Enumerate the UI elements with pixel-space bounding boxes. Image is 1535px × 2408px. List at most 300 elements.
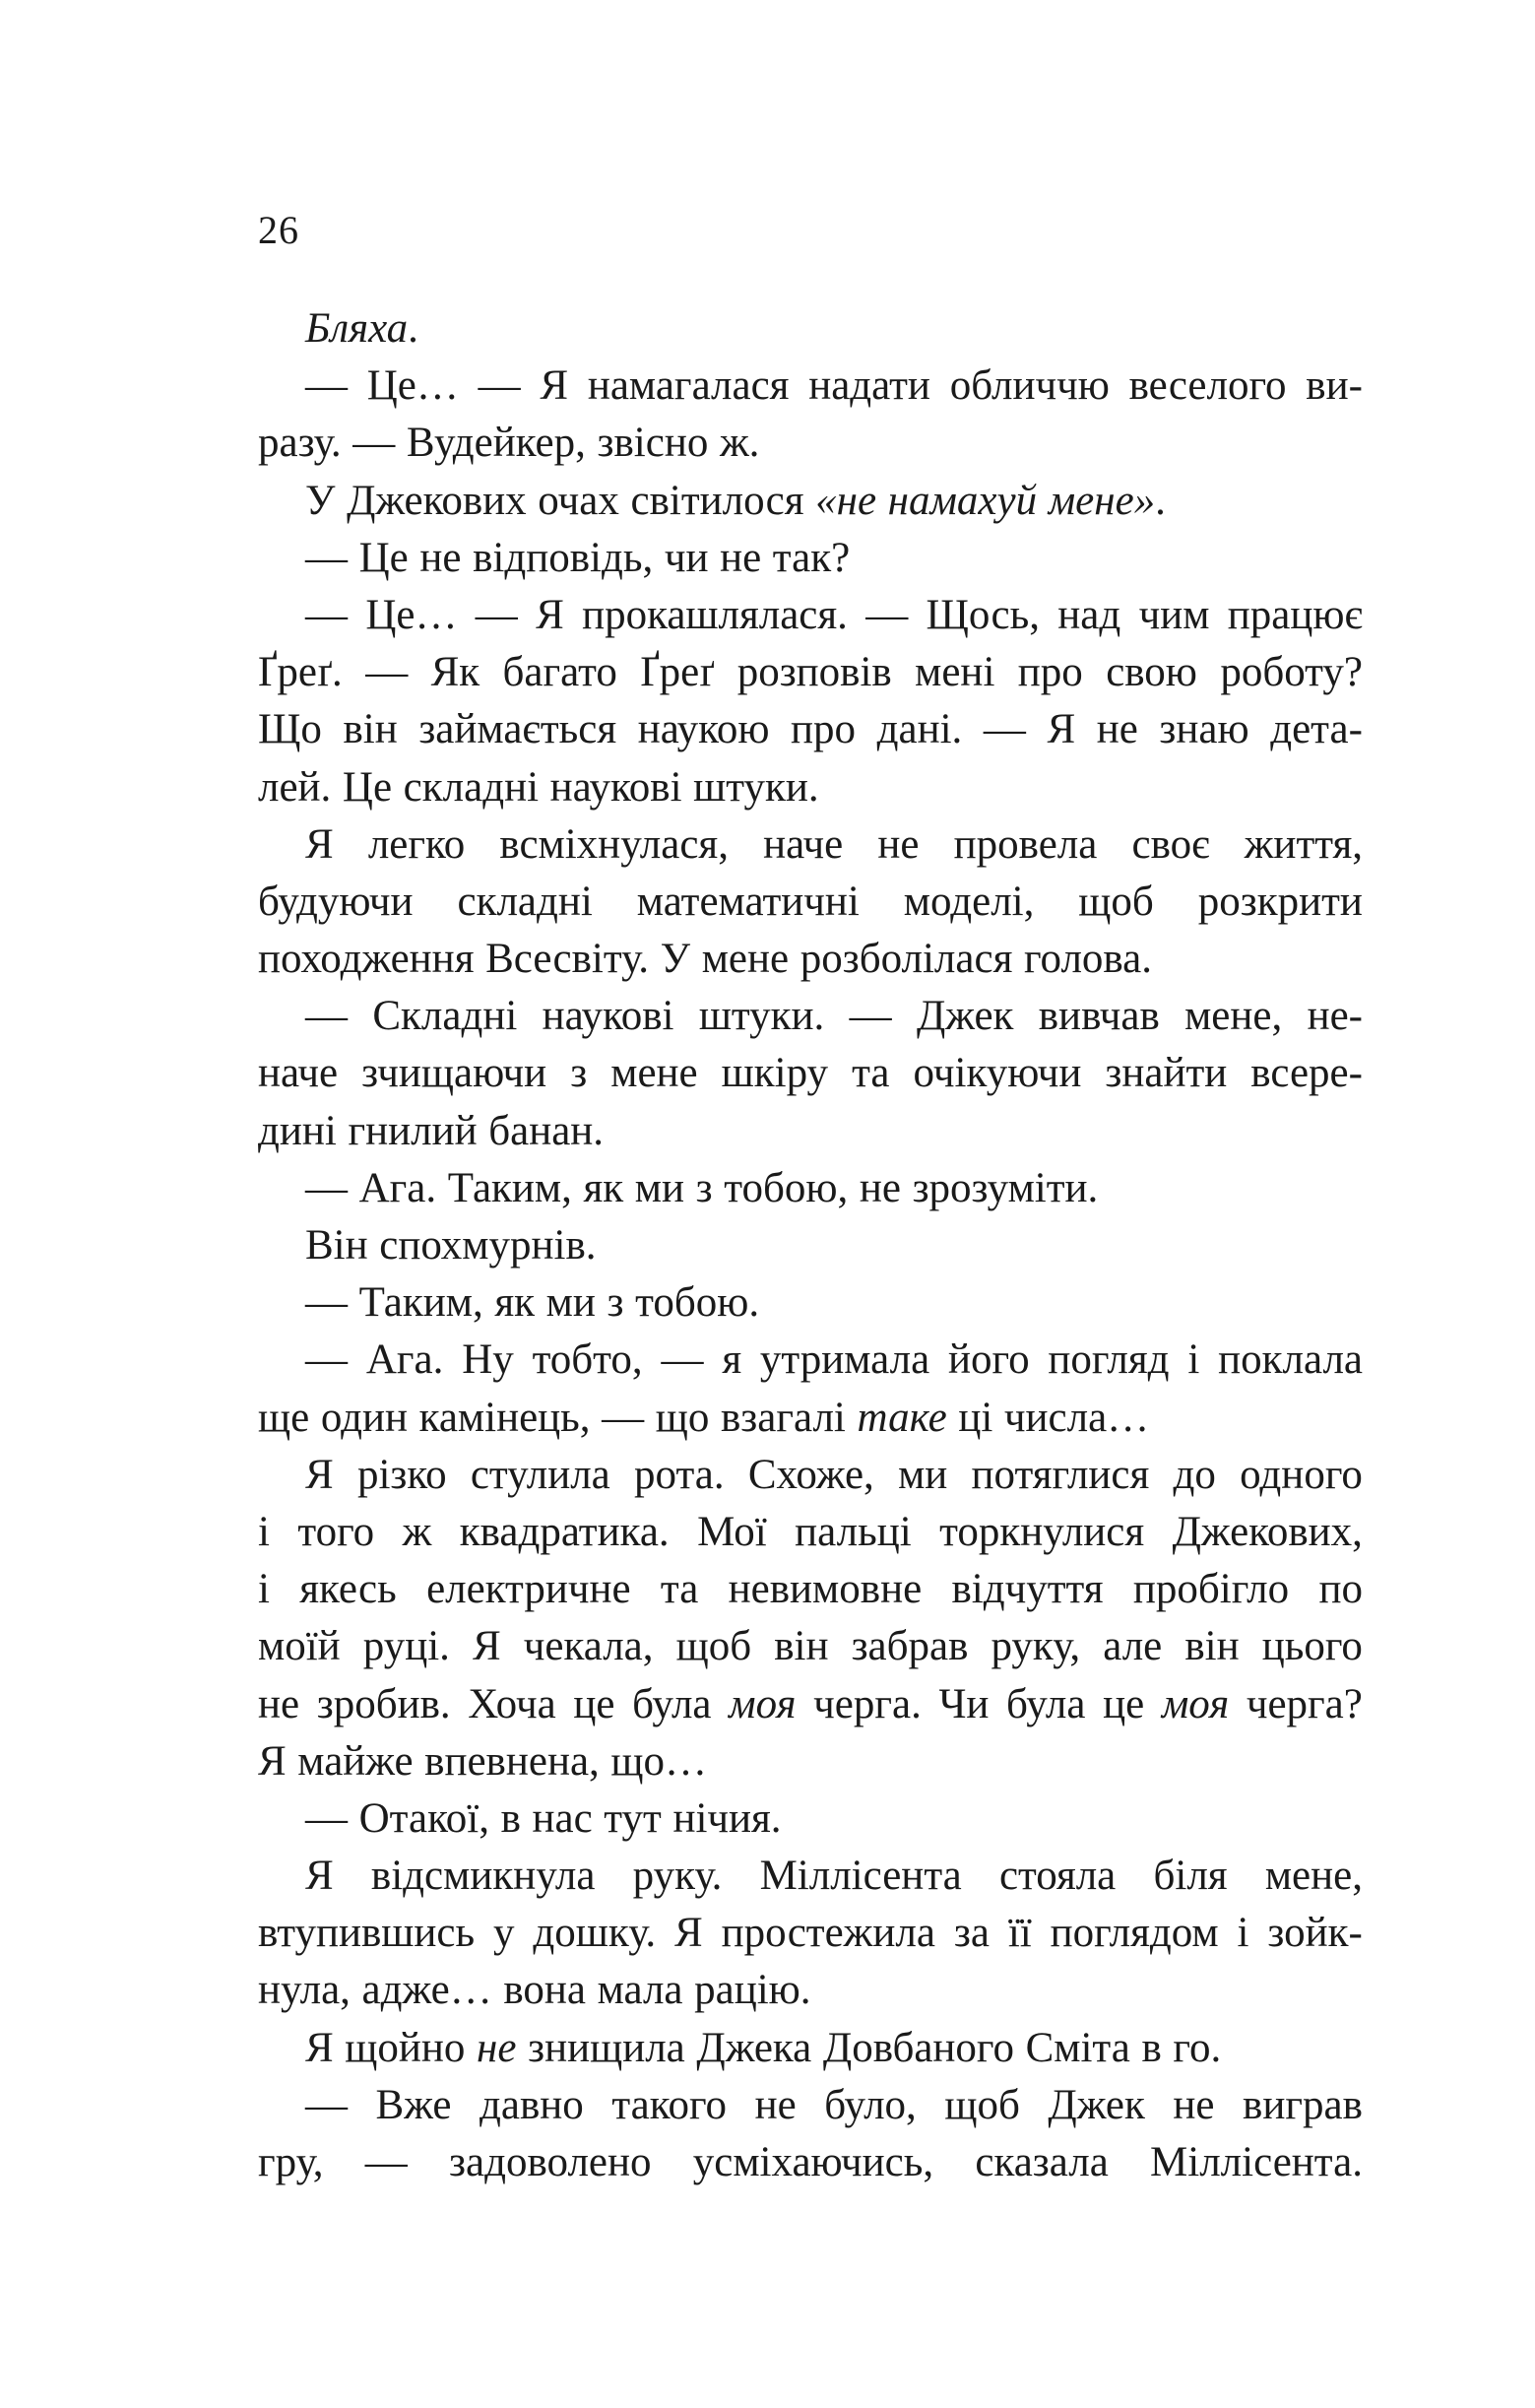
word — [1047, 701, 1075, 758]
word — [1270, 701, 1363, 758]
text-fragment: веселого — [1128, 362, 1287, 410]
word — [359, 530, 409, 587]
text-fragment: Джек — [916, 993, 1014, 1040]
text-fragment: стояла — [998, 1853, 1117, 1900]
word — [877, 816, 919, 874]
word — [760, 1332, 929, 1389]
text-line — [258, 644, 1363, 701]
word — [258, 1618, 341, 1675]
word — [852, 1045, 889, 1102]
word — [1051, 1905, 1219, 1962]
word — [258, 874, 414, 931]
text-fragment: провела — [953, 820, 1098, 868]
text-line — [258, 415, 1363, 472]
text-fragment: — — [478, 362, 521, 410]
word — [573, 1676, 614, 1733]
italic-text: Бляха — [305, 305, 409, 352]
word — [1173, 2077, 1214, 2134]
word — [528, 2020, 685, 2077]
text-fragment: Він — [305, 1222, 368, 1269]
text-fragment: відповідь, — [473, 534, 654, 581]
text-fragment: цього — [1261, 1623, 1363, 1670]
word — [305, 1160, 348, 1217]
text-fragment: ми — [545, 1279, 596, 1327]
text-line — [258, 1274, 1363, 1332]
text-fragment: Джек — [1048, 2081, 1145, 2128]
word — [975, 2134, 1108, 2191]
word — [722, 1905, 935, 1962]
text-fragment: він — [774, 1623, 829, 1670]
text-fragment: мала — [597, 1967, 683, 2014]
word — [693, 759, 819, 816]
text-fragment: Це… — [366, 362, 459, 410]
text-fragment: щоб — [1078, 878, 1154, 925]
text-fragment: поглядом — [1050, 1910, 1219, 1957]
text-fragment: Схоже, — [747, 1451, 874, 1498]
text-fragment: і — [1237, 1910, 1249, 1957]
text-fragment: — — [849, 993, 892, 1040]
text-fragment: . — [408, 305, 418, 352]
word — [1133, 1561, 1289, 1618]
word — [860, 1160, 901, 1217]
text-fragment: і — [258, 1566, 270, 1613]
text-fragment: Ну — [462, 1336, 514, 1384]
text-fragment: займається — [418, 706, 617, 753]
text-fragment: рота. — [634, 1451, 725, 1498]
word — [984, 701, 1026, 758]
text-fragment: нула, — [258, 1967, 351, 2014]
text-fragment: пробігло — [1132, 1566, 1290, 1613]
text-fragment: рацію. — [694, 1967, 811, 2014]
word — [604, 1790, 662, 1848]
word — [927, 587, 1040, 644]
word — [479, 358, 521, 415]
word — [305, 300, 418, 358]
text-fragment: У — [305, 477, 336, 524]
word — [1240, 1447, 1363, 1504]
italic-text: намахуй — [887, 477, 1038, 524]
word — [795, 1504, 912, 1561]
word — [1129, 358, 1287, 415]
word — [546, 1274, 596, 1332]
word — [460, 1504, 670, 1561]
text-fragment: дині — [258, 1107, 337, 1154]
text-fragment: його — [948, 1336, 1030, 1384]
word — [1150, 2134, 1363, 2191]
word — [305, 988, 348, 1045]
text-fragment: не — [1173, 2081, 1215, 2128]
word — [1049, 473, 1166, 530]
word — [808, 358, 930, 415]
word — [582, 587, 848, 644]
text-fragment: він — [1184, 1623, 1240, 1670]
text-fragment: Що — [258, 706, 322, 753]
word — [917, 988, 1013, 1045]
text-fragment: не — [419, 534, 462, 581]
word — [321, 1390, 408, 1447]
text-fragment: — — [305, 1336, 348, 1384]
text-fragment: ці — [958, 1394, 993, 1441]
text-fragment: електричне — [426, 1566, 631, 1613]
word — [476, 587, 518, 644]
word — [1048, 2077, 1144, 2134]
text-fragment: Це… — [365, 591, 458, 638]
word — [972, 1447, 1150, 1504]
text-fragment: життя, — [1244, 820, 1363, 868]
word — [305, 2020, 334, 2077]
word — [824, 2077, 917, 2134]
word — [533, 1905, 656, 1962]
text-fragment: вивчав — [1038, 993, 1160, 1040]
word — [305, 1274, 348, 1332]
text-fragment: Я — [305, 1451, 334, 1498]
text-fragment: що — [655, 1394, 710, 1441]
word — [1198, 874, 1363, 931]
word — [477, 2020, 516, 2077]
text-fragment: по — [1318, 1566, 1363, 1613]
text-line — [258, 1733, 1363, 1790]
text-line — [258, 1332, 1363, 1389]
text-fragment: Мої — [697, 1508, 767, 1555]
text-line — [258, 358, 1363, 415]
text-fragment: чи — [664, 534, 709, 581]
text-fragment: математичні — [636, 878, 860, 925]
word — [1238, 1905, 1249, 1962]
text-fragment: ще — [258, 1394, 310, 1441]
word — [345, 2020, 465, 2077]
text-fragment: роботу? — [1220, 649, 1363, 696]
word — [297, 1504, 374, 1561]
word — [1132, 816, 1210, 874]
text-line — [258, 1160, 1363, 1217]
text-fragment: сказала — [975, 2139, 1109, 2185]
text-fragment: Ага. — [365, 1336, 444, 1384]
text-fragment: голова. — [1023, 936, 1152, 983]
word — [674, 1905, 703, 1962]
text-fragment: намагалася — [587, 362, 790, 410]
word — [737, 644, 892, 701]
text-fragment: в — [500, 1794, 521, 1842]
text-fragment: — — [305, 993, 348, 1040]
text-fragment: наукові — [549, 763, 682, 811]
text-fragment: що… — [610, 1737, 708, 1785]
text-fragment: і — [258, 1508, 270, 1555]
text-fragment: багато — [502, 649, 617, 696]
text-fragment: ми — [898, 1451, 948, 1498]
text-fragment: потяглися — [971, 1451, 1150, 1498]
text-fragment: світилося — [630, 477, 804, 524]
text-line — [258, 1504, 1363, 1561]
word — [501, 1790, 521, 1848]
text-fragment: прокашлялася. — [582, 591, 848, 638]
word — [661, 1332, 703, 1389]
text-line — [258, 931, 1363, 988]
text-fragment: щойно — [345, 2024, 466, 2071]
word — [457, 874, 592, 931]
italic-text: не — [477, 2024, 517, 2071]
word — [1105, 1045, 1227, 1102]
word — [1018, 644, 1083, 701]
text-fragment: розболілася — [799, 936, 1013, 983]
word — [1308, 988, 1363, 1045]
text-fragment: звісно — [597, 420, 709, 467]
text-fragment: впевнена, — [424, 1737, 600, 1785]
text-fragment: зробив. — [316, 1680, 451, 1727]
word — [371, 1848, 596, 1905]
word — [702, 931, 789, 988]
word — [352, 415, 395, 472]
word — [661, 931, 690, 988]
word — [720, 530, 761, 587]
text-fragment: Міллісента — [759, 1853, 962, 1900]
word — [952, 1561, 1104, 1618]
text-line — [258, 1848, 1363, 1905]
text-fragment: Отакої, — [358, 1794, 489, 1842]
text-fragment: ж — [402, 1508, 432, 1555]
word — [258, 1103, 337, 1160]
text-fragment: різко — [356, 1451, 447, 1498]
text-fragment: зрозуміти. — [912, 1164, 1099, 1211]
text-fragment: моїй — [258, 1623, 341, 1670]
word — [365, 587, 457, 644]
text-fragment: Я — [258, 1737, 287, 1785]
word — [1057, 587, 1120, 644]
text-fragment: Ага. — [358, 1164, 437, 1211]
text-fragment: не — [258, 1680, 300, 1727]
word — [1097, 701, 1138, 758]
text-fragment: я — [722, 1336, 742, 1384]
word — [865, 587, 908, 644]
word — [1008, 1905, 1032, 1962]
word — [1154, 1848, 1228, 1905]
text-line — [258, 759, 1363, 816]
text-fragment: з — [695, 1164, 713, 1211]
word — [258, 1676, 299, 1733]
text-fragment: походження — [258, 936, 475, 983]
word — [598, 1962, 683, 2019]
word — [898, 1447, 947, 1504]
word — [462, 1332, 514, 1389]
text-fragment: того — [297, 1508, 375, 1555]
word — [1024, 931, 1152, 988]
text-fragment: — — [475, 591, 518, 638]
text-fragment: розповів — [736, 649, 892, 696]
italic-text: таке — [857, 1394, 947, 1441]
word — [1250, 1045, 1363, 1102]
word — [348, 1103, 477, 1160]
text-line — [258, 1390, 1363, 1447]
word — [536, 587, 564, 644]
text-fragment: обличчю — [949, 362, 1110, 410]
text-line — [258, 2020, 1363, 2077]
text-fragment: розкрити — [1197, 878, 1363, 925]
word — [1141, 2020, 1161, 2077]
text-fragment: моделі, — [903, 878, 1035, 925]
text-fragment: камінець, — [418, 1394, 591, 1441]
word — [305, 1332, 348, 1389]
text-fragment: втупившись — [258, 1910, 476, 1957]
word — [696, 2020, 811, 2077]
text-fragment: забрав — [851, 1623, 969, 1670]
word — [773, 530, 850, 587]
word — [699, 988, 825, 1045]
text-line — [258, 1962, 1363, 2019]
text-fragment: Джекових, — [1172, 1508, 1363, 1555]
text-fragment: квадратика. — [459, 1508, 670, 1555]
word — [1265, 1848, 1363, 1905]
text-fragment: та — [660, 1566, 699, 1613]
text-fragment: Це — [358, 534, 409, 581]
word — [366, 1332, 444, 1389]
text-fragment: числа… — [1003, 1394, 1150, 1441]
text-fragment: адже… — [361, 1967, 492, 2014]
text-fragment: будуючи — [258, 878, 414, 925]
text-fragment: торкнулися — [939, 1508, 1145, 1555]
text-fragment: Довбаного — [822, 2024, 1014, 2071]
text-fragment: не — [859, 1164, 901, 1211]
text-fragment: руку. — [632, 1853, 723, 1900]
text-fragment: Всесвіту. — [485, 936, 650, 983]
text-fragment: Щось, — [926, 591, 1040, 638]
word — [722, 1332, 741, 1389]
italic-text: моя — [1161, 1680, 1230, 1727]
text-fragment: усміхаючись, — [692, 2139, 934, 2185]
word — [258, 759, 331, 816]
text-fragment: в — [1141, 2024, 1162, 2071]
text-fragment: про — [791, 706, 857, 753]
word — [543, 988, 674, 1045]
page-number: 26 — [258, 208, 299, 252]
word — [635, 1160, 684, 1217]
word — [305, 816, 334, 874]
word — [672, 1790, 781, 1848]
text-fragment: як — [583, 1164, 624, 1211]
text-fragment: Я — [1047, 706, 1076, 753]
word — [407, 415, 586, 472]
text-line — [258, 816, 1363, 874]
word — [305, 1848, 334, 1905]
word — [999, 1848, 1116, 1905]
word — [991, 1618, 1081, 1675]
text-fragment: . — [1155, 477, 1166, 524]
text-fragment: легко — [367, 820, 466, 868]
word — [665, 530, 709, 587]
text-fragment: це — [573, 1680, 615, 1727]
word — [656, 1390, 710, 1447]
text-line — [258, 1618, 1363, 1675]
word — [958, 1390, 992, 1447]
word — [763, 816, 843, 874]
text-fragment: ми — [634, 1164, 685, 1211]
text-fragment: та — [852, 1050, 890, 1097]
word — [696, 1160, 713, 1217]
word — [1318, 1561, 1363, 1618]
word — [305, 587, 348, 644]
word — [258, 931, 474, 988]
word — [611, 2077, 727, 2134]
text-line — [258, 300, 1363, 358]
text-fragment: Ґреґ — [640, 649, 715, 696]
word — [471, 1447, 610, 1504]
word — [1243, 2077, 1363, 2134]
word — [359, 1274, 483, 1332]
text-fragment: гру, — [258, 2139, 324, 2185]
text-fragment: він — [343, 706, 398, 753]
word — [1103, 1676, 1144, 1733]
text-fragment: з — [607, 1279, 624, 1327]
word — [258, 1733, 287, 1790]
text-fragment: щоб — [944, 2081, 1020, 2128]
word — [343, 701, 397, 758]
word — [540, 358, 568, 415]
word — [363, 1618, 450, 1675]
word — [365, 2134, 408, 2191]
text-fragment: один — [320, 1394, 408, 1441]
word — [365, 644, 408, 701]
word — [1267, 1905, 1362, 1962]
text-fragment: вона — [503, 1967, 586, 2014]
word — [1184, 1618, 1239, 1675]
text-fragment: Вудейкер, — [406, 420, 586, 467]
text-line — [258, 874, 1363, 931]
word — [258, 644, 343, 701]
word — [372, 988, 517, 1045]
word — [729, 1561, 923, 1618]
word — [361, 1045, 546, 1102]
word — [748, 1447, 874, 1504]
text-fragment: відсмикнула — [370, 1853, 596, 1900]
word — [359, 1790, 489, 1848]
word — [813, 1676, 922, 1733]
text-fragment: було, — [824, 2081, 917, 2128]
text-fragment: надати — [808, 362, 930, 410]
text-fragment: чим — [1138, 591, 1210, 638]
word — [404, 759, 539, 816]
word — [1245, 816, 1363, 874]
word — [944, 2077, 1020, 2134]
word — [815, 473, 876, 530]
word — [305, 2077, 348, 2134]
word — [499, 816, 729, 874]
text-fragment: наче — [258, 1050, 339, 1097]
text-fragment: зойк- — [1267, 1910, 1363, 1957]
text-fragment: була — [1006, 1680, 1086, 1727]
word — [720, 415, 759, 472]
word — [1187, 1332, 1199, 1389]
text-fragment: — — [983, 706, 1026, 753]
word — [1048, 1332, 1169, 1389]
word — [258, 1962, 351, 2019]
text-fragment: — — [364, 2139, 408, 2185]
text-fragment: нічия. — [672, 1794, 782, 1842]
word — [722, 1045, 828, 1102]
word — [258, 1390, 309, 1447]
text-fragment: мене — [701, 936, 790, 983]
word — [357, 1447, 447, 1504]
word — [938, 1676, 989, 1733]
text-fragment: Міллісента. — [1150, 2139, 1363, 2185]
word — [1103, 1618, 1162, 1675]
word — [493, 1905, 515, 1962]
text-fragment: працює — [1227, 591, 1363, 638]
word — [610, 1733, 707, 1790]
text-fragment: Ґреґ. — [258, 649, 343, 696]
text-fragment: не — [877, 820, 920, 868]
text-fragment: руку, — [991, 1623, 1081, 1670]
text-fragment: Таким, — [358, 1279, 483, 1327]
word — [588, 358, 790, 415]
word — [524, 1618, 654, 1675]
